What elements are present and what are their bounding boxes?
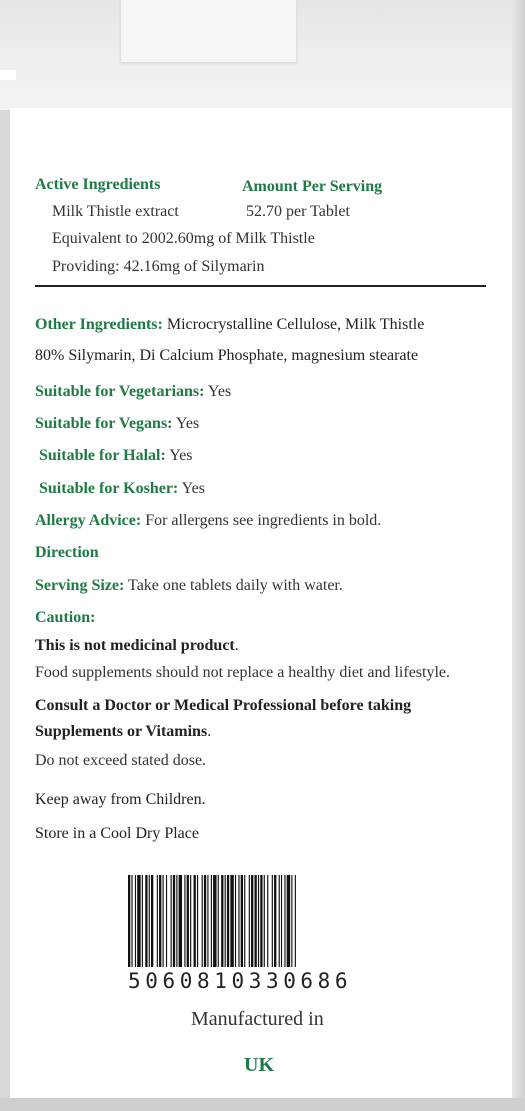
direction-heading: Direction [35,544,99,561]
barcode-bar [187,875,189,967]
barcode-bar [258,875,259,967]
barcode-image [126,875,376,967]
packaging-notch [0,70,16,80]
barcode-bar [272,875,273,967]
barcode-bar [204,875,206,967]
barcode-bar [166,875,167,967]
not-medicinal-text: This is not medicinal product [35,637,235,654]
manufactured-in-label: Manufactured in [191,1008,324,1030]
barcode-bar [163,875,164,967]
barcode-bar [244,875,245,967]
barcode-bar [184,875,185,967]
barcode-bar [190,875,191,967]
barcode-bar [179,875,182,967]
barcode-bar [194,875,196,967]
vegetarian-value: Yes [207,383,232,400]
barcode-bar [176,875,177,967]
barcode-bar [279,875,280,967]
active-ingredients-header: Active Ingredients [35,176,161,193]
vegetarian-info [35,382,231,402]
kosher-label: Suitable for Kosher: [39,480,179,497]
storage-instruction: Store in a Cool Dry Place [35,825,199,842]
barcode-bar [225,875,226,967]
barcode-bar [241,875,243,967]
barcode-bar [235,875,236,967]
halal-label: Suitable for Halal: [39,447,166,464]
kosher-value: Yes [181,480,205,497]
packaging-top [0,0,525,110]
barcode-bar [295,875,296,967]
barcode-bar [291,875,292,967]
food-supplements-note: Food supplements should not replace a healthy diet and lifestyle. [35,664,451,681]
barcode-bar [218,875,219,967]
table-divider [35,285,486,287]
halal-value: Yes [169,447,193,464]
barcode-bar [157,875,158,967]
children-warning: Keep away from Children. [35,791,206,808]
country-of-origin: UK [244,1054,274,1076]
caution-heading: Caution: [35,609,96,626]
barcode-bar [197,875,198,967]
other-ingredients-line2: 80% Silymarin, Di Calcium Phosphate, magnesium stearate [35,347,419,364]
consult-line1: Consult a Doctor or Medical Professional before taking [35,697,412,714]
packaging-edge-bottom [0,1098,525,1111]
serving-size-value: Take one tablets daily with water. [128,577,343,594]
barcode-bar [238,875,239,967]
barcode-bar [128,875,130,967]
not-medicinal-period: . [234,637,239,654]
barcode-bar [227,875,229,967]
barcode-bar [149,875,150,967]
allergy-advice [35,511,381,531]
consult-line2: Supplements or Vitamins [35,723,208,740]
barcode-bar [284,875,285,967]
barcode-bar [213,875,216,967]
dose-warning: Do not exceed stated dose. [35,752,207,769]
barcode-bar [274,875,276,967]
providing-line: Providing: 42.16mg of Silymarin [52,258,265,275]
other-ingredients [35,315,424,335]
ingredient-amount: 52.70 per Tablet [246,203,350,220]
barcode-bar [264,875,265,967]
barcode-bar [151,875,153,967]
packaging-tab [120,0,297,63]
barcode-bar [267,875,268,967]
barcode-bar [173,875,175,967]
allergy-value: For allergens see ingredients in bold. [145,512,382,529]
other-ingredients-line1: Microcrystalline Cellulose, Milk Thistle [166,316,425,333]
vegan-value: Yes [175,415,200,432]
not-medicinal-line [35,636,239,656]
barcode-bar [171,875,172,967]
packaging-edge [512,0,525,1111]
barcode-bar [260,875,262,967]
vegetarian-label: Suitable for Vegetarians: [35,383,205,400]
vegan-label: Suitable for Vegans: [35,415,173,432]
barcode-bar [255,875,257,967]
barcode-bar [159,875,161,967]
consult-period: . [207,723,212,740]
amount-per-serving-header: Amount Per Serving [242,178,383,195]
barcode-bar [281,875,282,967]
barcode-bar [142,875,143,967]
halal-info [39,446,193,466]
barcode-bar [211,875,212,967]
other-ingredients-label: Other Ingredients: [35,316,163,333]
barcode-number: 5060810330686 [128,969,353,993]
allergy-label: Allergy Advice: [35,512,142,529]
consult-line2-wrap [35,722,211,742]
equivalent-line: Equivalent to 2002.60mg of Milk Thistle [52,230,315,247]
barcode-bar [202,875,203,967]
barcode-bar [249,875,250,967]
barcode-bar [145,875,147,967]
serving-size [35,576,343,596]
barcode-bar [207,875,208,967]
barcode-bar [287,875,290,967]
ingredient-name: Milk Thistle extract [52,203,179,220]
vegan-info [35,414,199,434]
barcode-bar [221,875,223,967]
kosher-info [39,479,205,499]
serving-size-label: Serving Size: [35,577,125,594]
barcode-bar [131,875,132,967]
barcode-bar [137,875,140,967]
barcode-bar [251,875,253,967]
barcode-bar [230,875,233,967]
barcode-bar [135,875,136,967]
